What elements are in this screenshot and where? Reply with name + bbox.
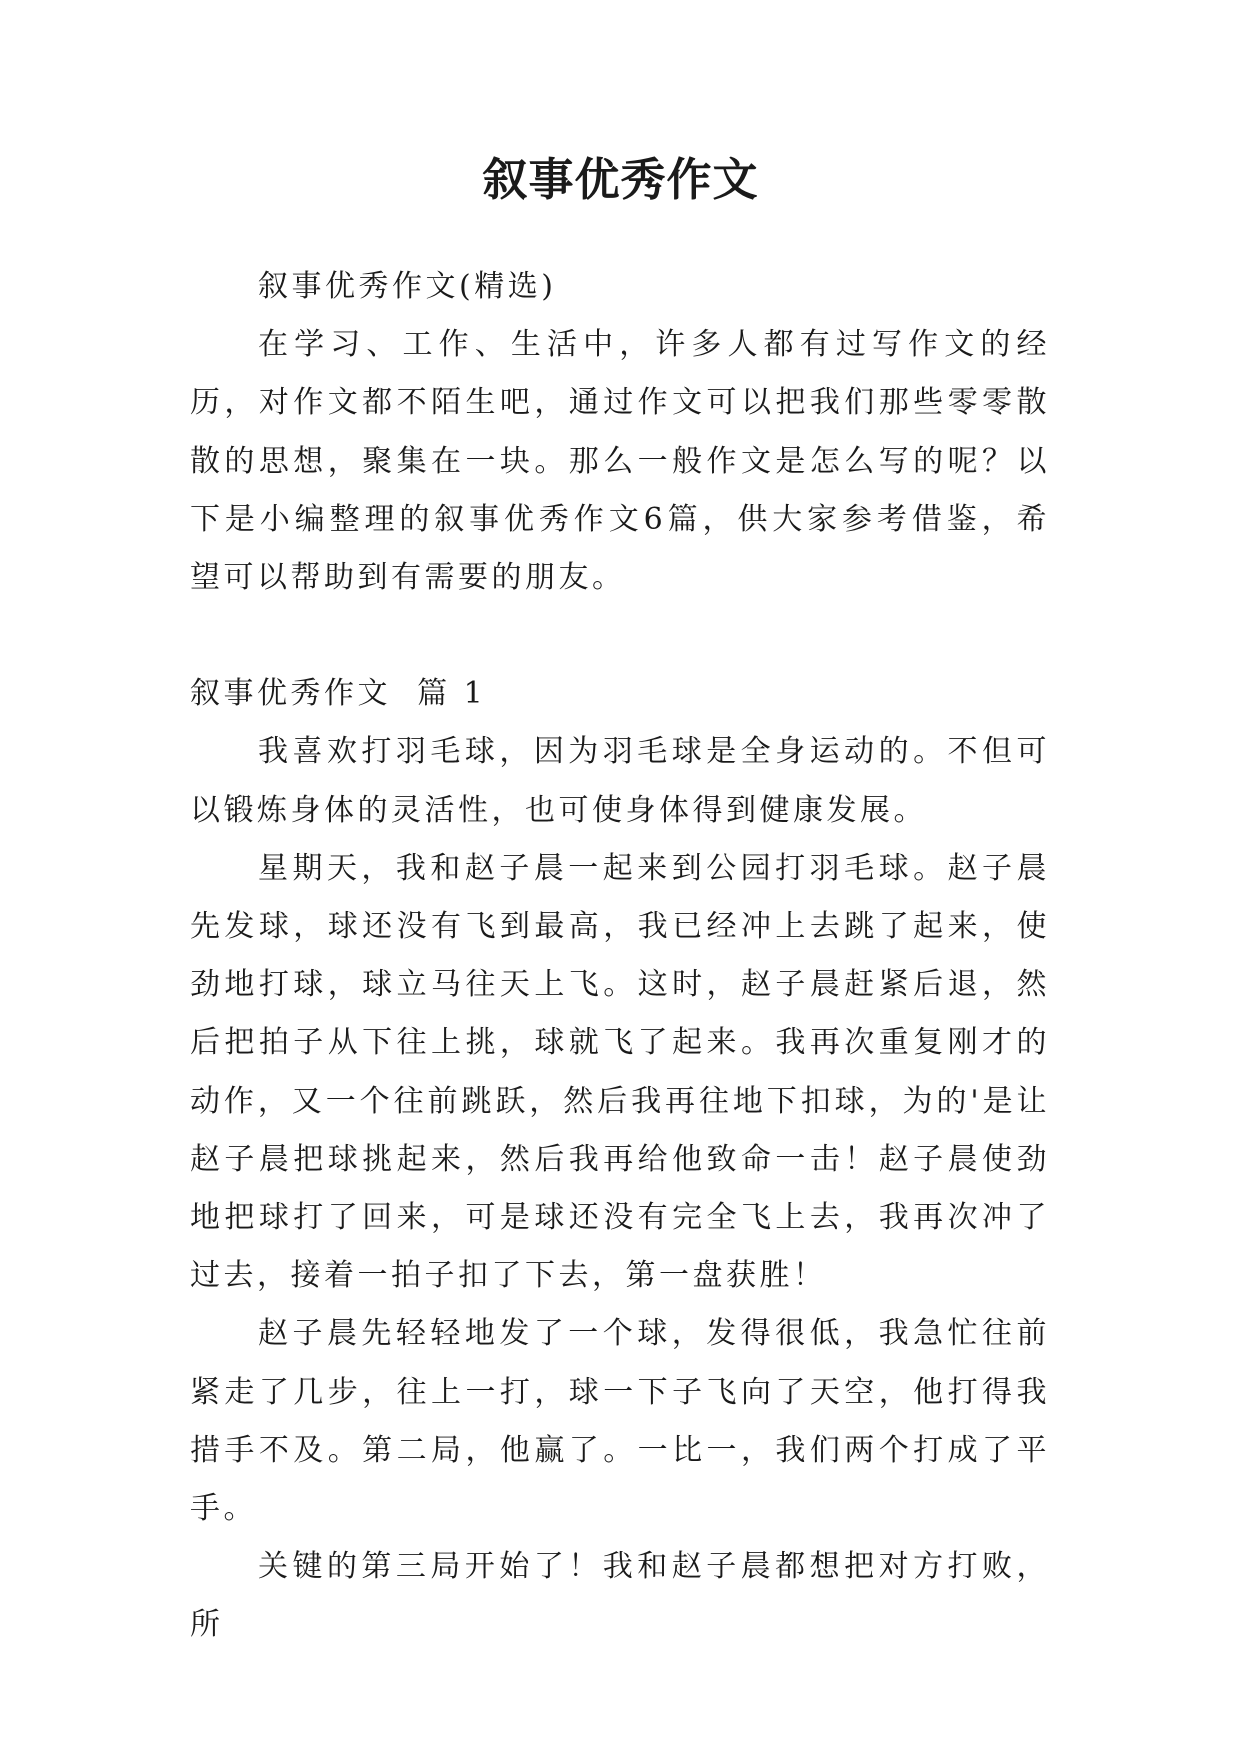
- document-title: 叙事优秀作文: [482, 153, 759, 206]
- body-paragraph-4: 关键的第三局开始了！我和赵子晨都想把对方打败，所: [190, 1549, 1050, 1643]
- section-heading: 叙事优秀作文 篇 1: [190, 676, 487, 712]
- body-paragraph-3: 赵子晨先轻轻地发了一个球，发得很低，我急忙往前紧走了几步，往上一打，球一下子飞向了天空，他打得我措手不及。第二局，他赢了。一比一，我们两个打成了平手。: [190, 1316, 1050, 1527]
- body-paragraph-2: 星期天，我和赵子晨一起来到公园打羽毛球。赵子晨先发球，球还没有飞到最高，我已经冲上去跳了起来，使劲地打球，球立马往天上飞。这时，赵子晨赶紧后退，然后把拍子从下往上挑，球就飞了起来。我再次重复刚才的动作，又一个往前跳跃，然后我再往地下扣球，为的'是让赵子晨把球挑起来，然后我再给他致命一击！赵子晨使劲地把球打了回来，可是球还没有完全飞上去，我再次冲了过去，接着一拍子扣了下去，第一盘获胜！: [190, 850, 1050, 1294]
- body-paragraph-1: 我喜欢打羽毛球，因为羽毛球是全身运动的。不但可以锻炼身体的灵活性，也可使身体得到健康发展。: [190, 734, 1050, 828]
- document-body: [190, 258, 1050, 1655]
- document-subtitle: 叙事优秀作文(精选): [258, 269, 557, 304]
- section-spacer: [190, 607, 1050, 665]
- intro-paragraph: 在学习、工作、生活中，许多人都有过写作文的经历，对作文都不陌生吧，通过作文可以把我们那些零零散散的思想，聚集在一块。那么一般作文是怎么写的呢？以下是小编整理的叙事优秀作文6篇，供大家参考借鉴，希望可以帮助到有需要的朋友。: [190, 327, 1050, 596]
